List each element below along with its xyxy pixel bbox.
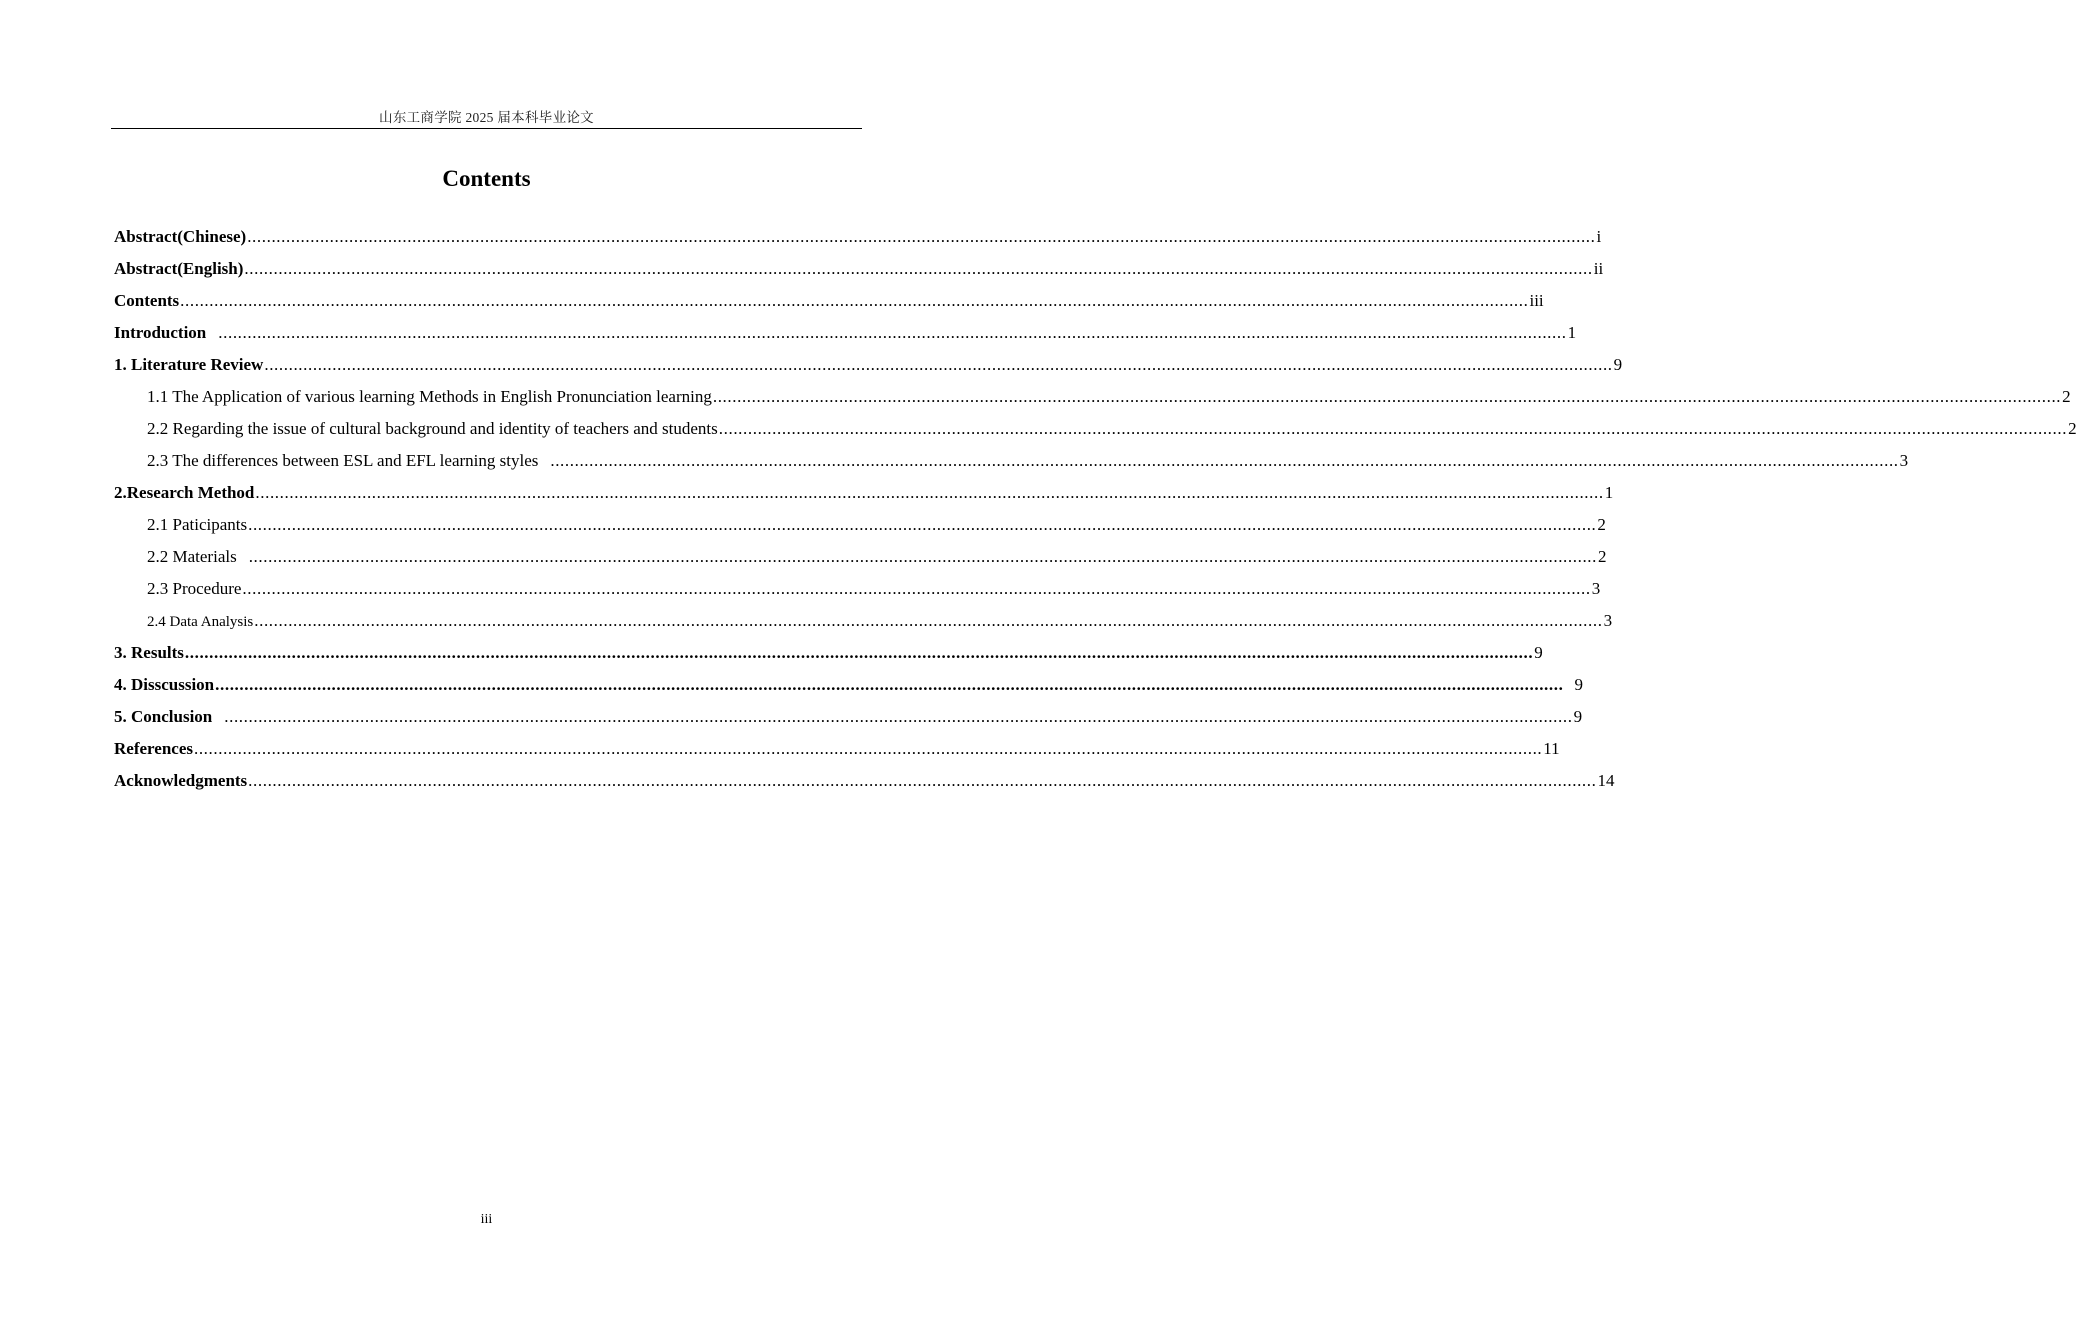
toc-entry-label: 2.1 Paticipants — [147, 515, 248, 534]
toc-entry-page: 2 — [1597, 515, 1606, 534]
toc-dot-leader: ...................................................................................................................................................................................................................................................................................... — [180, 291, 1529, 310]
toc-entry-references[interactable] — [114, 737, 1560, 769]
toc-entry-label: 5. Conclusion — [114, 707, 213, 726]
toc-entry-page: 9 — [1574, 675, 1583, 694]
toc-entry-page: ii — [1593, 259, 1604, 278]
toc-entry-label: 1.1 The Application of various learning Methods in English Pronunciation learning — [147, 387, 712, 406]
toc-dot-leader: ...................................................................................................................................................................................................................................................................................... — [248, 515, 1597, 534]
toc-entry-results[interactable] — [114, 641, 1543, 673]
toc-entry-page: 9 — [1534, 643, 1543, 662]
toc-entry-abstract-chinese[interactable] — [114, 225, 1602, 257]
toc-entry-contents[interactable] — [114, 289, 1544, 321]
toc-entry-page: 1 — [1604, 483, 1614, 502]
running-header: 山东工商学院 2025 届本科毕业论文 — [379, 110, 594, 125]
toc-dot-leader: ...................................................................................................................................................................................................................................................................................... — [264, 355, 1613, 374]
toc-entry-page: 9 — [1613, 355, 1623, 374]
toc-title: Contents — [442, 166, 531, 191]
toc-dot-leader: ...................................................................................................................................................................................................................................................................................... — [215, 675, 1564, 694]
toc-dot-leader: ...................................................................................................................................................................................................................................................................................... — [255, 483, 1604, 502]
toc-entry-page: 3 — [1899, 451, 1909, 470]
toc-entry-label: 2.2 Materials — [147, 547, 237, 566]
toc-entry-page: 14 — [1597, 771, 1615, 790]
toc-entry-label: 3. Results — [114, 643, 184, 662]
toc-dot-leader: ...................................................................................................................................................................................................................................................................................... — [242, 579, 1591, 598]
toc-entry-introduction[interactable] — [114, 321, 1577, 353]
toc-dot-leader: ...................................................................................................................................................................................................................................................................................... — [184, 643, 1534, 662]
toc-entry-label: Contents — [114, 291, 180, 310]
toc-entry-label: Acknowledgments — [114, 771, 248, 790]
toc-entry-abstract-english[interactable] — [114, 257, 1604, 289]
toc-entry-literature-review[interactable] — [114, 353, 1623, 385]
toc-dot-leader: ...................................................................................................................................................................................................................................................................................... — [248, 771, 1597, 790]
toc-entry-page: 1 — [1567, 323, 1577, 342]
table-of-contents — [114, 225, 2077, 801]
toc-entry-conclusion[interactable] — [114, 705, 1583, 737]
page-number: iii — [480, 1212, 493, 1227]
toc-entry-page: 3 — [1591, 579, 1601, 598]
toc-entry-section-2-1[interactable] — [114, 513, 1606, 545]
toc-entry-section-2-2-materials[interactable] — [114, 545, 1607, 577]
toc-entry-label: 2.4 Data Analysis — [147, 614, 254, 630]
toc-entry-research-method[interactable] — [114, 481, 1614, 513]
toc-entry-page: i — [1596, 227, 1602, 246]
toc-dot-leader: ...................................................................................................................................................................................................................................................................................... — [712, 387, 2062, 406]
toc-dot-leader: ...................................................................................................................................................................................................................................................................................... — [254, 611, 1603, 630]
toc-entry-label: 1. Literature Review — [114, 355, 264, 374]
header-rule — [111, 128, 862, 129]
toc-entry-discussion[interactable] — [114, 673, 1583, 705]
toc-entry-page: iii — [1529, 291, 1544, 310]
toc-dot-leader: ...................................................................................................................................................................................................................................................................................... — [718, 419, 2068, 438]
toc-entry-page: 2 — [1598, 547, 1607, 566]
toc-dot-leader: ...................................................................................................................................................................................................................................................................................... — [193, 739, 1543, 758]
toc-entry-label: 2.Research Method — [114, 483, 255, 502]
toc-entry-page: 3 — [1603, 611, 1613, 630]
toc-entry-label: 4. Disscussion — [114, 675, 215, 694]
toc-entry-section-2-3-esl-efl[interactable] — [114, 449, 1909, 481]
toc-entry-label: 2.3 Procedure — [147, 579, 242, 598]
toc-entry-label: 2.3 The differences between ESL and EFL learning styles — [147, 451, 539, 470]
toc-entry-section-2-2-cultural[interactable] — [114, 417, 2077, 449]
toc-entry-section-2-4[interactable] — [114, 609, 1613, 641]
toc-entry-page: 9 — [1573, 707, 1583, 726]
toc-dot-leader: ...................................................................................................................................................................................................................................................................................... — [247, 227, 1596, 246]
toc-entry-label: Abstract(English) — [114, 259, 244, 278]
toc-entry-label: Introduction — [114, 323, 207, 342]
toc-entry-section-1-1[interactable] — [114, 385, 2071, 417]
toc-entry-page: 2 — [2068, 419, 2077, 438]
toc-dot-leader: ...................................................................................................................................................................................................................................................................................... — [244, 259, 1593, 278]
toc-entry-label: Abstract(Chinese) — [114, 227, 247, 246]
toc-entry-page: 2 — [2062, 387, 2071, 406]
toc-entry-section-2-3-procedure[interactable] — [114, 577, 1601, 609]
toc-entry-acknowledgments[interactable] — [114, 769, 1615, 801]
toc-dot-leader: ...................................................................................................................................................................................................................................................................................... — [550, 451, 1899, 470]
toc-dot-leader: ...................................................................................................................................................................................................................................................................................... — [248, 547, 1598, 566]
toc-entry-label: 2.2 Regarding the issue of cultural background and identity of teachers and students — [147, 419, 718, 438]
toc-dot-leader: ...................................................................................................................................................................................................................................................................................... — [224, 707, 1573, 726]
toc-entry-label: References — [114, 739, 193, 758]
toc-entry-page: 11 — [1543, 739, 1560, 758]
toc-dot-leader: ...................................................................................................................................................................................................................................................................................... — [218, 323, 1567, 342]
